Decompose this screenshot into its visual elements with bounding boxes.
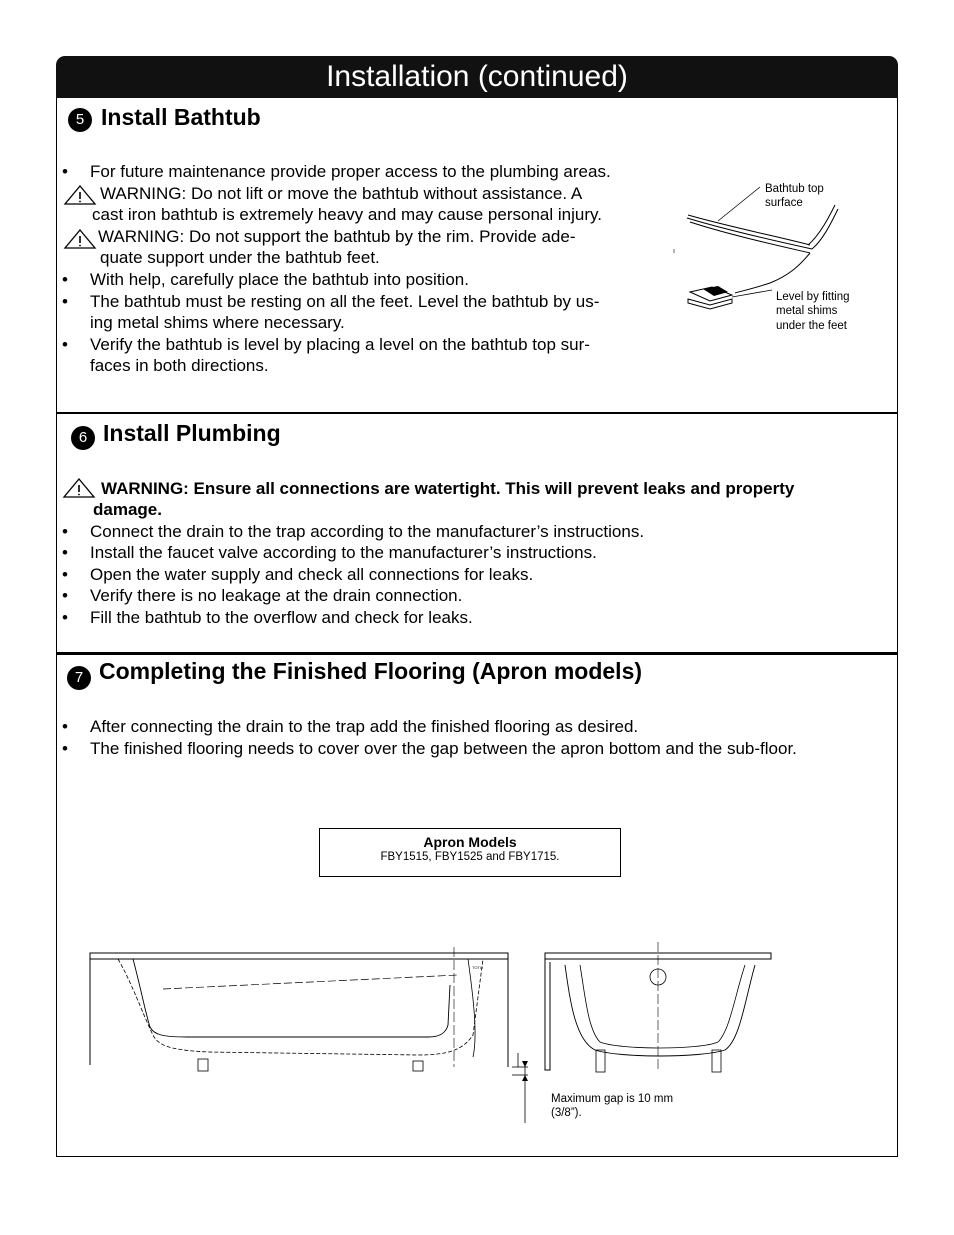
warning-icon [63, 184, 97, 206]
list-item: Install the faucet valve according to the manufacturer’s instructions. [90, 543, 597, 562]
list-item: After connecting the drain to the trap add the finished flooring as desired. [90, 717, 639, 736]
figure-label: Bathtub top [765, 183, 824, 195]
bullet-dot: • [62, 335, 68, 354]
list-item-continued: faces in both directions. [90, 356, 269, 375]
warning-text: cast iron bathtub is extremely heavy and may cause personal injury. [92, 205, 602, 224]
step-number: 6 [71, 426, 95, 450]
bullet-dot: • [62, 739, 68, 758]
page-title: Installation (continued) [56, 56, 898, 98]
bullet-dot: • [62, 717, 68, 736]
bullet-dot: • [62, 270, 68, 289]
figure-label: surface [765, 197, 803, 209]
warning-text: damage. [93, 500, 162, 519]
list-item: Verify there is no leakage at the drain connection. [90, 586, 463, 605]
warning-text: WARNING: Do not lift or move the bathtub without assistance. A [100, 184, 583, 203]
step-number: 5 [68, 108, 92, 132]
list-item: The finished flooring needs to cover over the gap between the apron bottom and the sub-floor. [90, 739, 797, 758]
list-item: Fill the bathtub to the overflow and check for leaks. [90, 608, 473, 627]
bullet-dot: • [62, 608, 68, 627]
apron-box-models: FBY1515, FBY1525 and FBY1715. [380, 851, 560, 863]
figure-label: metal shims [776, 305, 838, 317]
apron-models-box [319, 828, 621, 877]
figure-label: under the feet [776, 320, 847, 332]
gap-label: Maximum gap is 10 mm [551, 1093, 674, 1105]
list-item: Open the water supply and check all connections for leaks. [90, 565, 534, 584]
warning-text: quate support under the bathtub feet. [100, 248, 380, 267]
section-title: Completing the Finished Flooring (Apron models) [99, 658, 643, 684]
apron-tub-end-view [540, 940, 776, 1075]
warning-text: WARNING: Do not support the bathtub by the rim. Provide ade- [98, 227, 576, 246]
list-item: Connect the drain to the trap according to the manufacturer’s instructions. [90, 522, 645, 541]
list-item-continued: ing metal shims where necessary. [90, 313, 345, 332]
warning-icon [63, 228, 97, 250]
bullet-dot: • [62, 586, 68, 605]
figure-label: Level by fitting [776, 291, 850, 303]
apron-tub-side-view [88, 945, 533, 1125]
bullet-dot: • [62, 543, 68, 562]
gap-label: (3/8”). [551, 1107, 582, 1119]
bullet-dot: • [62, 565, 68, 584]
brand-mark: TOTO [472, 965, 483, 970]
list-item: For future maintenance provide proper access to the plumbing areas. [90, 162, 611, 181]
warning-text: WARNING: Ensure all connections are watertight. This will prevent leaks and property [101, 479, 795, 498]
step-number: 7 [67, 666, 91, 690]
bullet-dot: • [62, 162, 68, 181]
section-title: Install Plumbing [103, 420, 281, 446]
section-title: Install Bathtub [101, 104, 261, 130]
bullet-dot: • [62, 522, 68, 541]
list-item: With help, carefully place the bathtub into position. [90, 270, 469, 289]
bullet-dot: • [62, 292, 68, 311]
apron-box-title: Apron Models [423, 834, 517, 850]
list-item: The bathtub must be resting on all the feet. Level the bathtub by us- [90, 292, 600, 311]
list-item: Verify the bathtub is level by placing a level on the bathtub top sur- [90, 335, 590, 354]
warning-icon [62, 477, 96, 499]
